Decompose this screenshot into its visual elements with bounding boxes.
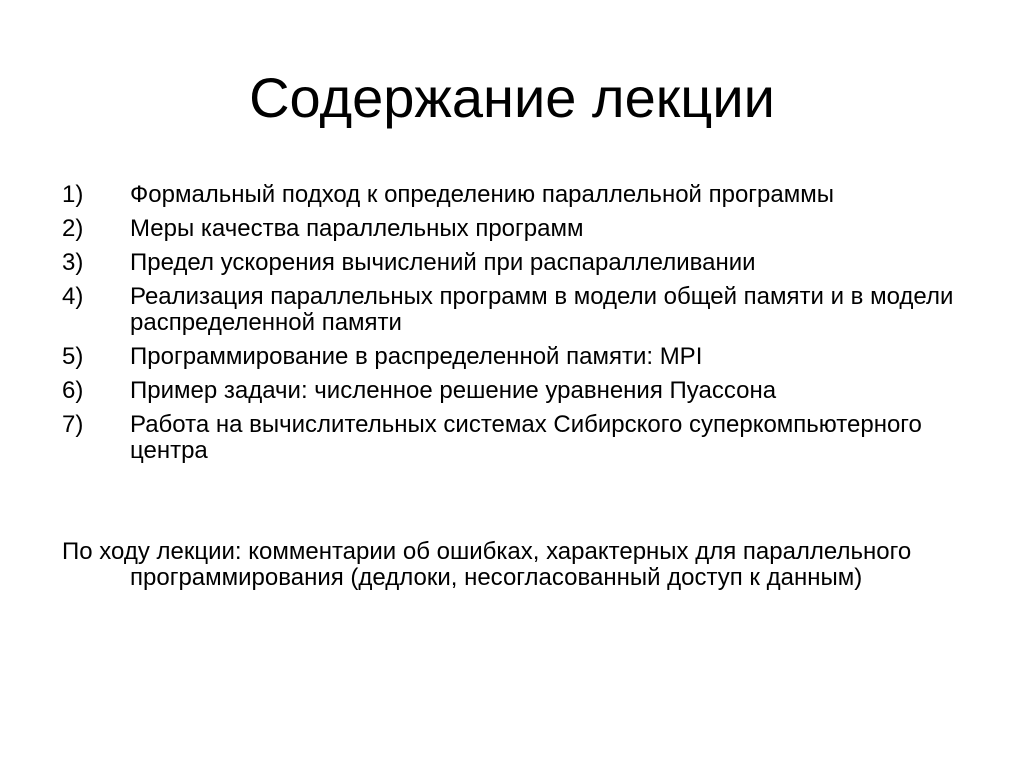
item-number: 7) bbox=[62, 411, 84, 438]
item-text: Реализация параллельных программ в модели общей памяти и в модели распределенной памяти bbox=[130, 283, 954, 336]
item-number: 1) bbox=[62, 181, 84, 208]
list-item bbox=[62, 216, 982, 242]
list-item bbox=[62, 344, 982, 370]
item-number: 5) bbox=[62, 343, 84, 370]
contents-list bbox=[62, 182, 982, 472]
item-number: 6) bbox=[62, 377, 84, 404]
slide-title: Содержание лекции bbox=[249, 66, 775, 129]
item-text: Формальный подход к определению параллельной программы bbox=[130, 181, 835, 208]
item-number: 2) bbox=[62, 215, 84, 242]
item-text: Предел ускорения вычислений при распараллеливании bbox=[130, 249, 756, 276]
list-item bbox=[62, 412, 982, 464]
item-text: Программирование в распределенной памяти: MPI bbox=[130, 343, 703, 370]
list-item bbox=[62, 182, 982, 208]
item-text: Работа на вычислительных системах Сибирского суперкомпьютерного центра bbox=[130, 411, 922, 464]
list-item bbox=[62, 378, 982, 404]
item-number: 3) bbox=[62, 249, 84, 276]
list-item bbox=[62, 250, 982, 276]
list-item bbox=[62, 284, 982, 336]
lecture-note: По ходу лекции: комментарии об ошибках, характерных для параллельного программирования (дедлоки, несогласованный доступ к данным) bbox=[62, 538, 912, 591]
item-number: 4) bbox=[62, 283, 84, 310]
item-text: Меры качества параллельных программ bbox=[130, 215, 584, 242]
item-text: Пример задачи: численное решение уравнения Пуассона bbox=[130, 377, 777, 404]
